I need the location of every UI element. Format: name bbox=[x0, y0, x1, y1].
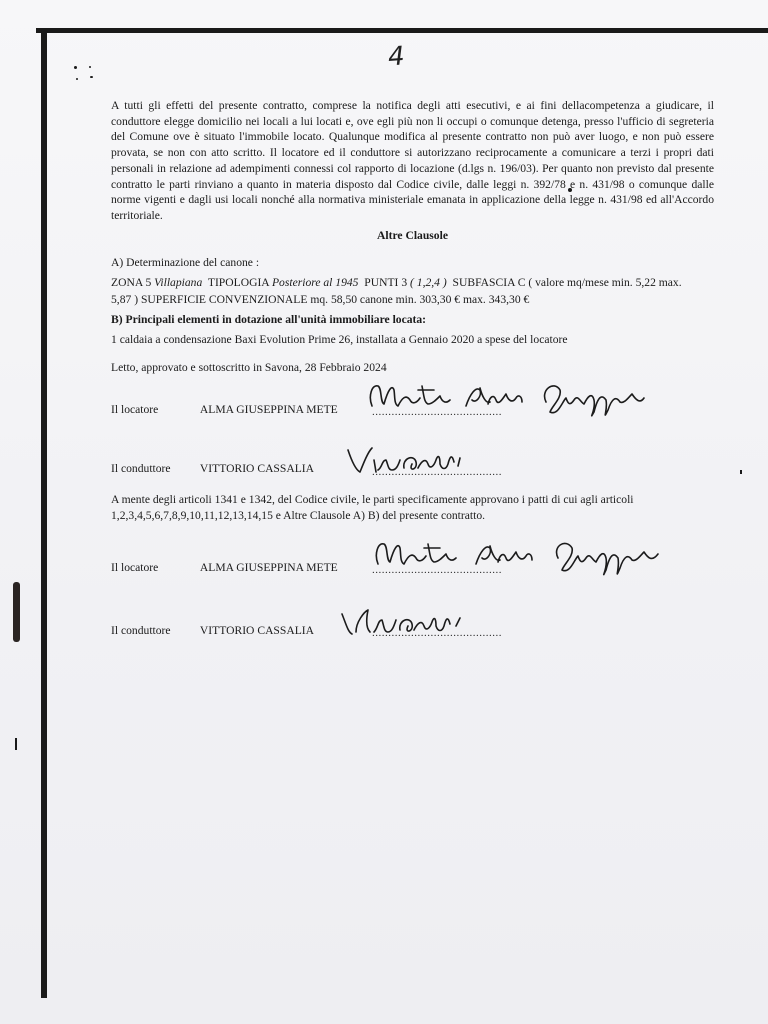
signature-dot-leader: ........................................ bbox=[372, 406, 502, 418]
punti-value: ( 1,2,4 ) bbox=[410, 276, 447, 289]
role-label: Il locatore bbox=[111, 403, 159, 416]
tipologia-label: TIPOLOGIA bbox=[207, 276, 270, 289]
punti-label: PUNTI 3 bbox=[364, 276, 408, 289]
party-name: ALMA GIUSEPPINA METE bbox=[199, 403, 338, 416]
handwritten-signature-locatore bbox=[362, 376, 662, 426]
subfascia-text: SUBFASCIA C ( valore mq/mese min. 5,22 max. bbox=[452, 276, 682, 289]
scan-mark bbox=[740, 470, 742, 474]
party-name: VITTORIO CASSALIA bbox=[199, 624, 315, 637]
signature-row-locatore-1 bbox=[111, 403, 338, 416]
altre-clausole-heading: Altre Clausole bbox=[377, 229, 448, 242]
approval-paragraph: A mente degli articoli 1341 e 1342, del Codice civile, le parti specificamente approvano i patti di cui agli articoli 1,2,3,4,5,6,7,8,9,10,11,12,13,14,15 e Altre Clausole A) B) del presente contratto. bbox=[111, 493, 634, 522]
role-label: Il locatore bbox=[111, 561, 159, 574]
dotazione-heading: B) Principali elementi in dotazione all'unità immobiliare locata: bbox=[111, 313, 427, 326]
signature-row-conduttore-2 bbox=[111, 624, 314, 637]
scan-mark bbox=[90, 76, 93, 78]
page-border-left bbox=[41, 28, 47, 998]
canone-heading: A) Determinazione del canone : bbox=[111, 256, 260, 269]
zona-name: Villapiana bbox=[154, 276, 203, 289]
canone-line-1 bbox=[111, 275, 682, 291]
page-border-top bbox=[36, 28, 768, 33]
signature-dot-leader: ........................................ bbox=[372, 627, 502, 639]
party-name: ALMA GIUSEPPINA METE bbox=[199, 561, 338, 574]
signature-dot-leader: ........................................ bbox=[372, 564, 502, 576]
dotazione-item: 1 caldaia a condensazione Baxi Evolution Prime 26, installata a Gennaio 2020 a spese del locatore bbox=[111, 333, 568, 346]
handwritten-signature-locatore bbox=[368, 536, 678, 588]
scan-mark bbox=[74, 66, 77, 69]
signature-row-conduttore-1 bbox=[111, 462, 314, 475]
scan-mark bbox=[89, 66, 91, 68]
scan-mark bbox=[76, 78, 78, 80]
signature-dot-leader: ........................................ bbox=[372, 466, 502, 478]
page-number: 4 bbox=[386, 41, 406, 73]
party-name: VITTORIO CASSALIA bbox=[199, 462, 315, 475]
scan-edge-mark bbox=[15, 738, 17, 750]
signature-row-locatore-2 bbox=[111, 561, 338, 574]
zona-label: ZONA 5 bbox=[111, 276, 152, 289]
role-label: Il conduttore bbox=[111, 462, 171, 475]
scan-edge-mark bbox=[13, 582, 20, 642]
canone-line-2: 5,87 ) SUPERFICIE CONVENZIONALE mq. 58,50 canone min. 303,30 € max. 343,30 € bbox=[111, 293, 530, 306]
role-label: Il conduttore bbox=[111, 624, 171, 637]
tipologia-value: Posteriore al 1945 bbox=[271, 276, 359, 289]
closing-line: Letto, approvato e sottoscritto in Savona, 28 Febbraio 2024 bbox=[111, 361, 387, 374]
contract-clause-paragraph: A tutti gli effetti del presente contratto, comprese la notifica degli atti esecutivi, e ai fini dellacompetenza a giudicare, il conduttore elegge domicilio nei locali a lui locati e, ove egli più non li occupi o comunque detenga, presso l'ufficio di segreteria del Comune ove è situato l'immobile locato. Qualunque modifica al presente contratto non può aver luogo, e non può essere provata, se non con atto scritto. Il locatore ed il conduttore si autorizzano reciprocamente a comunicare a terzi i propri dati personali in relazione ad adempimenti connessi col rapporto di locazione (d.lgs n. 196/03). Per quanto non previsto dal presente contratto le parti rinviano a quanto in materia disposto dal Codice civile, dalle leggi n. 392/78 e n. 431/98 o comunque dalle norme vigenti e dagli usi locali nonché alla normativa ministeriale emanata in applicazione della legge n. 431/98 ed all'Accordo territoriale. bbox=[111, 99, 714, 222]
